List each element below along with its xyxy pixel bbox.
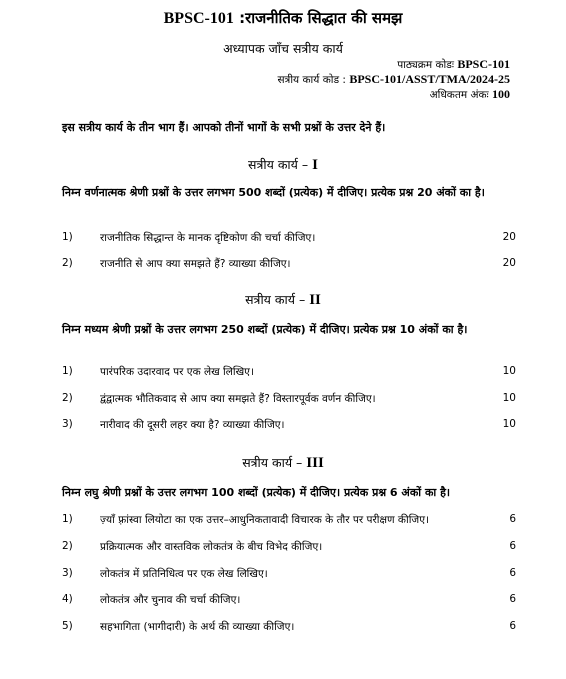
question-marks: 10 [502,418,516,430]
question-text: राजनीतिक सिद्धान्त के मानक दृष्टिकोण की चर्चा कीजिए। [100,232,316,244]
question-text: लोकतंत्र में प्रतिनिधित्व पर एक लेख लिखिए। [100,568,268,580]
section-numeral: I [312,157,318,173]
question-marks: 6 [509,593,516,605]
question-number: 2) [62,540,73,552]
assignment-code-line [277,72,510,87]
question-number: 2) [62,392,73,404]
question-number: 5) [62,620,73,632]
section-heading-2 [0,291,566,309]
question-number: 3) [62,418,73,430]
course-code-heading: BPSC-101 [163,10,234,27]
question-number: 1) [62,513,73,525]
question-number: 2) [62,257,73,269]
question-marks: 6 [509,567,516,579]
course-code-line [397,57,510,72]
question-number: 1) [62,231,73,243]
question-marks: 10 [502,365,516,377]
section-label: सत्रीय कार्य – [245,292,306,307]
section-label: सत्रीय कार्य – [248,157,309,172]
section-instruction-3: निम्न लघु श्रेणी प्रश्नों के उत्तर लगभग 100 शब्दों (प्रत्येक) में दीजिए। प्रत्येक प्रश्न 6 अंकों का है। [62,486,451,499]
max-marks-value: 100 [492,87,510,101]
question-number: 4) [62,593,73,605]
question-text: राजनीति से आप क्या समझते हैं? व्याख्या कीजिए। [100,258,291,270]
question-text: लोकतंत्र और चुनाव की चर्चा कीजिए। [100,594,241,606]
question-text: पारंपरिक उदारवाद पर एक लेख लिखिए। [100,366,254,378]
question-marks: 10 [502,392,516,404]
question-text: ज़्याँ फ़्रांस्वा लियोटा का एक उत्तर–आधुनिकतावादी विचारक के तौर पर परीक्षण कीजिए। [100,514,430,526]
section-heading-1 [0,156,566,174]
question-marks: 6 [509,513,516,525]
question-marks: 20 [502,231,516,243]
page-subtitle: अध्यापक जाँच सत्रीय कार्य [223,41,343,56]
question-number: 3) [62,567,73,579]
section-instruction-2: निम्न मध्यम श्रेणी प्रश्नों के उत्तर लगभग 250 शब्दों (प्रत्येक) में दीजिए। प्रत्येक प्रश्न 10 अंकों का है। [62,323,468,336]
question-number: 1) [62,365,73,377]
question-text: द्वंद्वात्मक भौतिकवाद से आप क्या समझते हैं? विस्तारपूर्वक वर्णन कीजिए। [100,393,376,405]
course-title: :राजनीतिक सिद्धात की समझ [239,9,403,27]
assignment-code-value: BPSC-101/ASST/TMA/2024-25 [349,72,510,86]
course-code-value: BPSC-101 [457,57,510,71]
question-text: सहभागिता (भागीदारी) के अर्थ की व्याख्या कीजिए। [100,621,295,633]
question-marks: 20 [502,257,516,269]
page-title [0,8,566,28]
intro-text: इस सत्रीय कार्य के तीन भाग हैं। आपको तीनों भागों के सभी प्रश्नों के उत्तर देने हैं। [62,121,386,134]
question-text: नारीवाद की दूसरी लहर क्या है? व्याख्या कीजिए। [100,419,285,431]
section-heading-3 [0,454,566,472]
section-label: सत्रीय कार्य – [242,455,303,470]
course-code-label: पाठ्यक्रम कोडः [397,59,454,71]
question-marks: 6 [509,620,516,632]
section-numeral: III [306,455,324,471]
max-marks-line [430,87,510,102]
section-numeral: II [309,292,321,308]
question-marks: 6 [509,540,516,552]
section-instruction-1: निम्न वर्णनात्मक श्रेणी प्रश्नों के उत्तर लगभग 500 शब्दों (प्रत्येक) में दीजिए। प्रत्येक प्रश्न 20 अंकों का है। [62,186,485,199]
max-marks-label: अधिकतम अंकः [429,89,489,101]
question-text: प्रक्रियात्मक और वास्तविक लोकतंत्र के बीच विभेद कीजिए। [100,541,323,553]
assignment-code-label: सत्रीय कार्य कोड : [277,74,346,86]
